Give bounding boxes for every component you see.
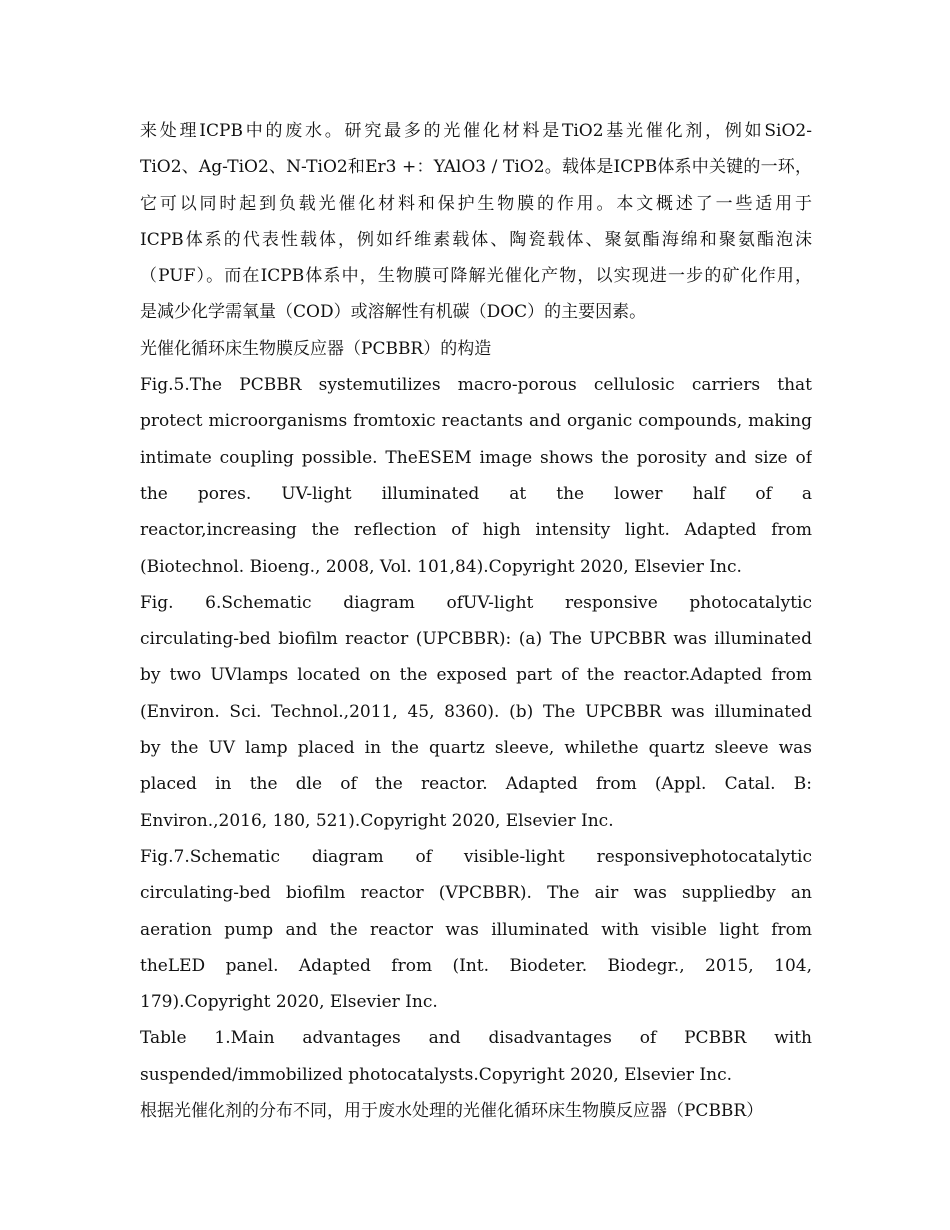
text-line: 它可以同时起到负载光催化材料和保护生物膜的作用。本文概述了一些适用于 (140, 193, 812, 214)
text-line: theLED panel. Adapted from (Int. Biodeter. Biodegr., 2015, 104, (140, 955, 812, 976)
text-line: (Environ. Sci. Technol.,2011, 45, 8360). (b) The UPCBBR was illuminated (140, 701, 812, 722)
section-heading: 光催化循环床生物膜反应器（PCBBR）的构造 (140, 338, 492, 359)
text-line: suspended/immobilized photocatalysts.Copyright 2020, Elsevier Inc. (140, 1064, 733, 1085)
text-line: Fig.5.The PCBBR systemutilizes macro-porous cellulosic carriers that (140, 375, 812, 396)
text-line: Environ.,2016, 180, 521).Copyright 2020, Elsevier Inc. (140, 810, 614, 831)
text-line: reactor,increasing the reflection of high intensity light. Adapted from (140, 520, 812, 541)
text-line: 179).Copyright 2020, Elsevier Inc. (140, 992, 438, 1013)
text-line: the pores. UV-light illuminated at the lower half of a (140, 483, 812, 504)
text-line: 来处理ICPB中的废水。研究最多的光催化材料是TiO2基光催化剂，例如SiO2- (140, 121, 812, 141)
figure-6-caption (140, 585, 812, 839)
paragraph-intro (140, 113, 812, 331)
figure-5-caption (140, 367, 812, 585)
text-line: ICPB体系的代表性载体，例如纤维素载体、陶瓷载体、聚氨酯海绵和聚氨酯泡沫 (140, 229, 812, 250)
text-line: circulating-bed biofilm reactor (VPCBBR). The air was suppliedby an (140, 883, 812, 904)
text-line: circulating-bed biofilm reactor (UPCBBR): (a) The UPCBBR was illuminated (140, 629, 812, 650)
text-line: placed in the dle of the reactor. Adapted from (Appl. Catal. B: (140, 774, 812, 795)
text-line: by the UV lamp placed in the quartz sleeve, whilethe quartz sleeve was (140, 738, 812, 759)
table-1-caption (140, 1020, 812, 1093)
text-line: (Biotechnol. Bioeng., 2008, Vol. 101,84).Copyright 2020, Elsevier Inc. (140, 556, 742, 577)
text-line: by two UVlamps located on the exposed part of the reactor.Adapted from (140, 665, 812, 686)
text-line: 是减少化学需氧量（COD）或溶解性有机碳（DOC）的主要因素。 (140, 302, 647, 323)
figure-7-caption (140, 839, 812, 1020)
text-line: （PUF）。而在ICPB体系中，生物膜可降解光催化产物，以实现进一步的矿化作用， (140, 266, 812, 287)
text-line: Fig. 6.Schematic diagram ofUV-light responsive photocatalytic (140, 592, 812, 613)
paragraph-final: 根据光催化剂的分布不同，用于废水处理的光催化循环床生物膜反应器（PCBBR） (140, 1101, 764, 1122)
text-line: aeration pump and the reactor was illuminated with visible light from (140, 919, 812, 940)
text-line: Fig.7.Schematic diagram of visible-light responsivephotocatalytic (140, 846, 812, 867)
text-line: Table 1.Main advantages and disadvantages of PCBBR with (140, 1028, 812, 1049)
text-line: protect microorganisms fromtoxic reactants and organic compounds, making (140, 411, 812, 432)
text-line: intimate coupling possible. TheESEM image shows the porosity and size of (140, 447, 812, 468)
document-body (140, 113, 812, 1129)
text-line: TiO2、Ag-TiO2、N-TiO2和Er3 +：YAlO3 / TiO2。载体是ICPB体系中关键的一环， (140, 157, 812, 178)
